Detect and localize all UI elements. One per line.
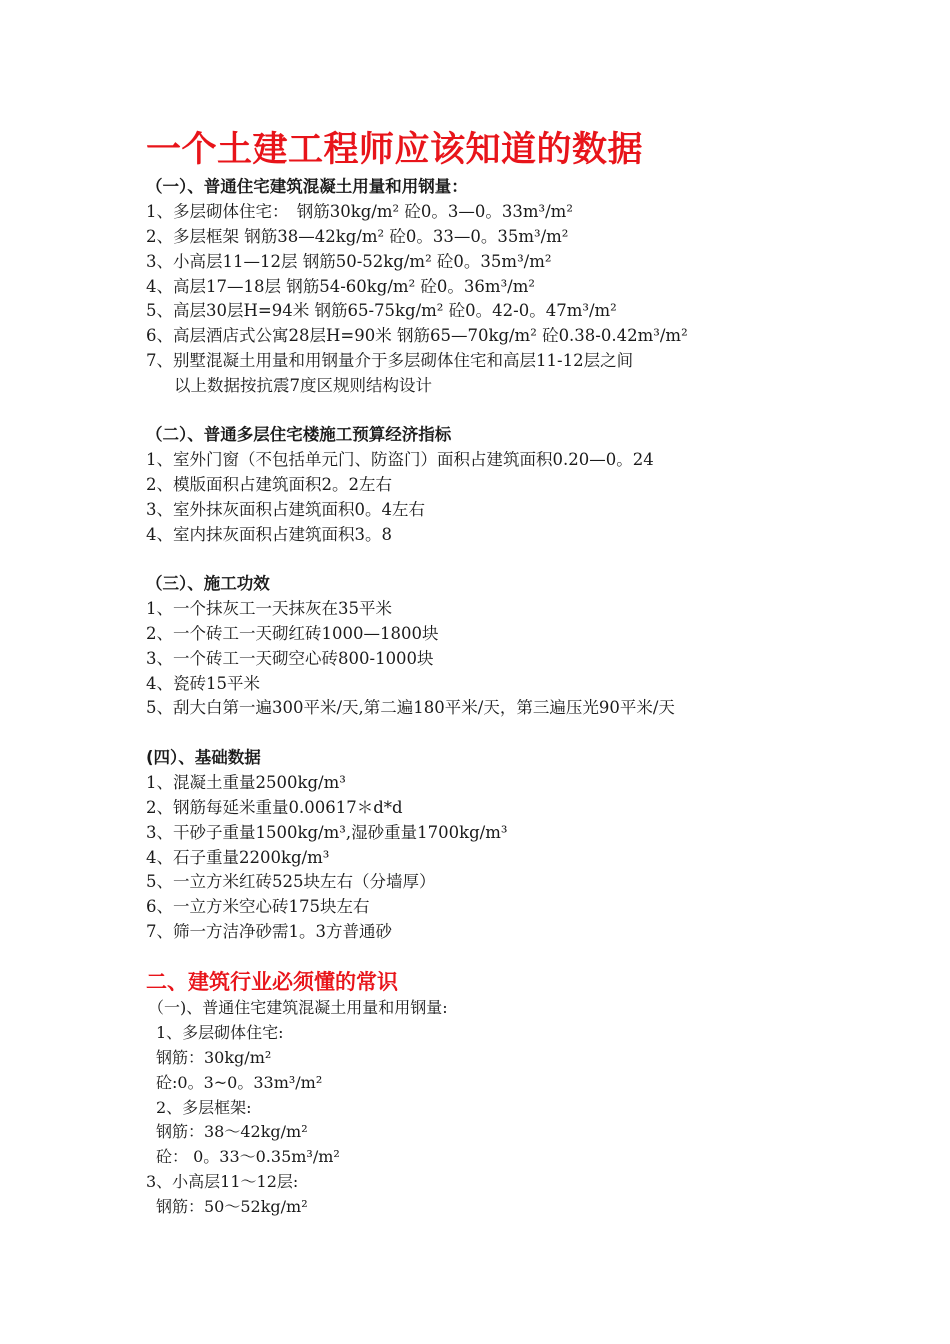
- section-note: 以上数据按抗震7度区规则结构设计: [174, 376, 432, 396]
- list-item: 6、一立方米空心砖175块左右: [146, 897, 370, 917]
- section-heading: （二）、普通多层住宅楼施工预算经济指标: [146, 425, 452, 444]
- list-item: 1、多层砌体住宅： 钢筋30kg/m² 砼0。3—0。33m³/m²: [146, 201, 573, 221]
- document-title: 一个土建工程师应该知道的数据: [146, 130, 644, 170]
- list-item: 2、模版面积占建筑面积2。2左右: [146, 474, 392, 494]
- list-item: 4、高层17—18层 钢筋54-60kg/m² 砼0。36m³/m²: [146, 276, 535, 296]
- list-item: 5、一立方米红砖525块左右（分墙厚）: [146, 872, 436, 892]
- part2-subheading: （一)、普通住宅建筑混凝土用量和用钢量:: [148, 998, 448, 1017]
- section-budget-indicators: [146, 423, 654, 547]
- list-item: 砼： 0。33～0.35m³/m²: [156, 1147, 340, 1167]
- list-item: 2、多层框架 钢筋38—42kg/m² 砼0。33—0。35m³/m²: [146, 226, 569, 246]
- list-item: 钢筋：38～42kg/m²: [156, 1122, 308, 1142]
- section-concrete-steel: [146, 175, 688, 399]
- list-item: 3、一个砖工一天砌空心砖800-1000块: [146, 648, 434, 668]
- list-item: 7、别墅混凝土用量和用钢量介于多层砌体住宅和高层11-12层之间: [146, 351, 634, 371]
- list-item: 2、多层框架:: [156, 1097, 252, 1117]
- part2-heading: 二、建筑行业必须懂的常识: [146, 970, 398, 994]
- list-item: 5、刮大白第一遍300平米/天,第二遍180平米/天，第三遍压光90平米/天: [146, 698, 675, 718]
- list-item: 1、室外门窗（不包括单元门、防盗门）面积占建筑面积0.20—0。24: [146, 449, 654, 469]
- list-item: 砼:0。3~0。33m³/m²: [156, 1072, 323, 1092]
- list-item: 2、钢筋每延米重量0.00617＊d*d: [146, 797, 403, 817]
- section-basic-data: [146, 746, 508, 945]
- list-item: 钢筋：50～52kg/m²: [156, 1197, 308, 1217]
- section-work-efficiency: [146, 572, 675, 721]
- section-heading: （三）、施工功效: [146, 574, 270, 593]
- list-item: 1、一个抹灰工一天抹灰在35平米: [146, 598, 392, 618]
- section-heading: （一）、普通住宅建筑混凝土用量和用钢量：: [146, 177, 468, 196]
- list-item: 7、筛一方洁净砂需1。3方普通砂: [146, 922, 392, 942]
- list-item: 3、干砂子重量1500kg/m³,湿砂重量1700kg/m³: [146, 822, 508, 842]
- list-item: 3、小高层11～12层:: [146, 1172, 299, 1192]
- list-item: 4、室内抹灰面积占建筑面积3。8: [146, 524, 392, 544]
- list-item: 4、石子重量2200kg/m³: [146, 847, 330, 867]
- section-heading: (四）、基础数据: [146, 748, 261, 767]
- list-item: 3、室外抹灰面积占建筑面积0。4左右: [146, 499, 425, 519]
- list-item: 6、高层酒店式公寓28层H=90米 钢筋65—70kg/m² 砼0.38-0.42m³/m²: [146, 326, 688, 346]
- list-item: 3、小高层11—12层 钢筋50-52kg/m² 砼0。35m³/m²: [146, 251, 552, 271]
- part2-content: [146, 996, 448, 1220]
- list-item: 1、混凝土重量2500kg/m³: [146, 772, 346, 792]
- list-item: 5、高层30层H=94米 钢筋65-75kg/m² 砼0。42-0。47m³/m²: [146, 301, 617, 321]
- list-item: 4、瓷砖15平米: [146, 673, 260, 693]
- list-item: 2、一个砖工一天砌红砖1000—1800块: [146, 623, 439, 643]
- list-item: 1、多层砌体住宅:: [156, 1022, 284, 1042]
- list-item: 钢筋：30kg/m²: [156, 1047, 272, 1067]
